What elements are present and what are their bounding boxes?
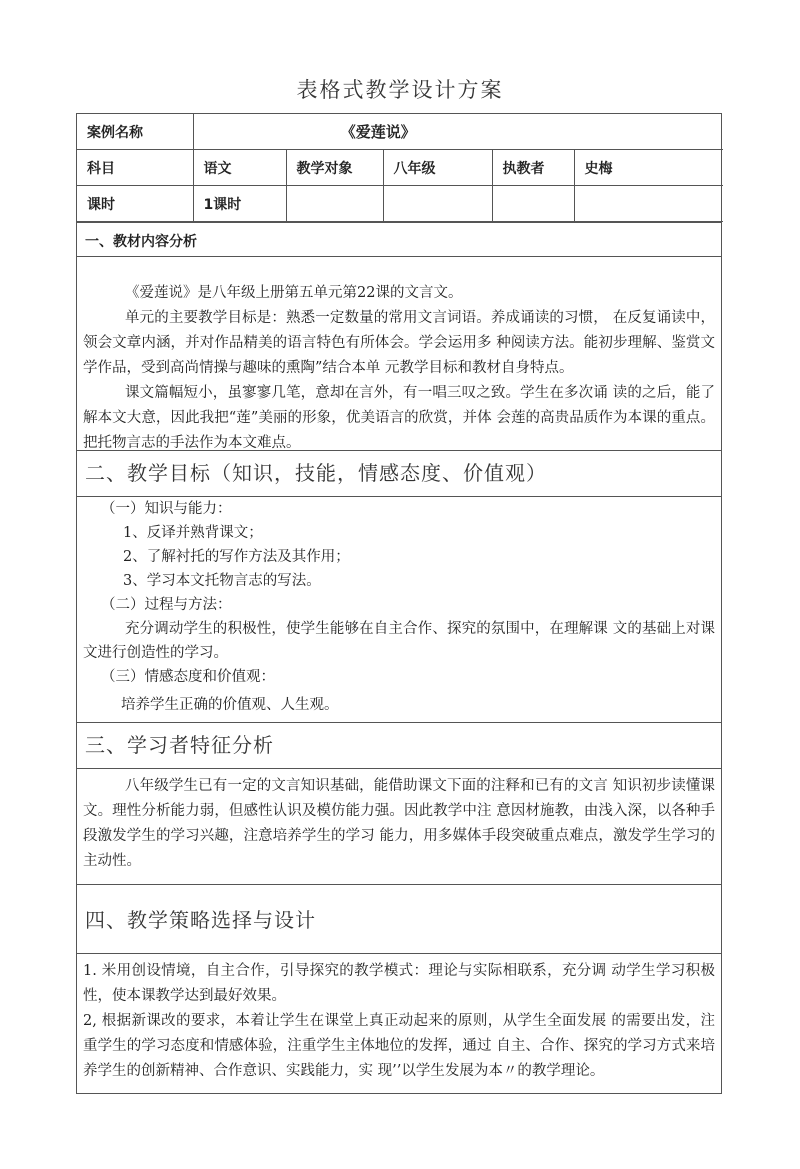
empty-cell	[383, 186, 492, 222]
teacher-label: 执教者	[492, 150, 574, 186]
section-1-paragraph: 单元的主要教学目标是：熟悉一定数量的常用文言词语。养成诵读的习惯， 在反复诵读中，领会文章内涵，并对作品精美的语言特色有所体会。学会运用多 种阅读方法。能初步理解、鉴赏文学作品，受到高尚情操与趣味的熏陶”结合本单 元教学目标和教材自身特点。	[83, 310, 715, 376]
case-name-value: 《爱莲说》	[193, 114, 723, 150]
subject-label: 科目	[77, 150, 193, 186]
section-3-body	[77, 768, 721, 884]
empty-cell	[286, 186, 383, 222]
strategy-item: 2, 根据新课改的要求，本着让学生在课堂上真正动起来的原则，从学生全面发展 的需要出发，注重学生的学习态度和情感体验，注重学生主体地位的发挥，通过 自主、合作、探究的学习方式来培养学生的创新精神、合作意识、实践能力，实 现’’以学生发展为本〃的教学理论。	[83, 1013, 715, 1079]
teacher-value: 史梅	[574, 150, 723, 186]
objective-item: 2、了解衬托的写作方法及其作用；	[123, 549, 350, 565]
document-title: 表格式教学设计方案	[296, 78, 504, 102]
design-table	[76, 113, 722, 1094]
audience-label: 教学对象	[286, 150, 383, 186]
strategy-item: 1. 米用创设情境，自主合作，引导探究的教学模式：理论与实际相联系，充分调 动学生学习积极性，使本课教学达到最好效果。	[83, 963, 715, 1004]
hours-value: 1课时	[193, 186, 286, 222]
section-4-body	[77, 953, 721, 1093]
section-2-heading: 二、教学目标（知识，技能，情感态度、价值观）	[77, 450, 721, 496]
subsection-heading: （二）过程与方法：	[101, 597, 232, 613]
section-2-body	[77, 496, 721, 722]
hours-label: 课时	[77, 186, 193, 222]
subsection-heading: （三）情感态度和价值观：	[101, 669, 275, 685]
case-name-label: 案例名称	[77, 114, 193, 150]
subject-value: 语文	[193, 150, 286, 186]
section-1-heading: 一、教材内容分析	[77, 222, 721, 256]
empty-cell	[492, 186, 574, 222]
section-1-paragraph: 《爱莲说》是八年级上册第五单元第22课的文言文。	[125, 285, 463, 301]
meta-table	[77, 114, 723, 222]
subsection-text: 充分调动学生的积极性，使学生能够在自主合作、探究的氛围中，在理解课 文的基础上对课文进行创造性的学习。	[83, 621, 715, 661]
objective-item: 1、反译并熟背课文；	[123, 525, 263, 541]
section-3-text: 八年级学生已有一定的文言知识基础，能借助课文下面的注释和已有的文言 知识初步读懂课文。理性分析能力弱，但感性认识及模仿能力强。因此教学中注 意因材施教，由浅入深，以各种手段激发学生的学习兴趣，注意培养学生的学习 能力，用多媒体手段突破重点难点，激发学生学习的主动性。	[83, 778, 715, 869]
section-4-heading: 四、教学策略选择与设计	[77, 884, 721, 953]
section-3-heading: 三、学习者特征分析	[77, 722, 721, 768]
empty-cell	[574, 186, 723, 222]
audience-value: 八年级	[383, 150, 492, 186]
objective-item: 3、学习本文托物言志的写法。	[123, 573, 321, 589]
section-1-paragraph: 课文篇幅短小，虽寥寥几笔，意却在言外，有一唱三叹之致。学生在多次诵 读的之后，能了解本文大意，因此我把“莲”美丽的形象，优美语言的欣赏，并体 会莲的高贵品质作为本课的重点。把托物言志的手法作为本文难点。	[83, 385, 715, 451]
subsection-heading: （一）知识与能力：	[101, 501, 232, 517]
subsection-text: 培养学生正确的价值观、人生观。	[121, 697, 339, 713]
section-1-body	[77, 256, 721, 450]
